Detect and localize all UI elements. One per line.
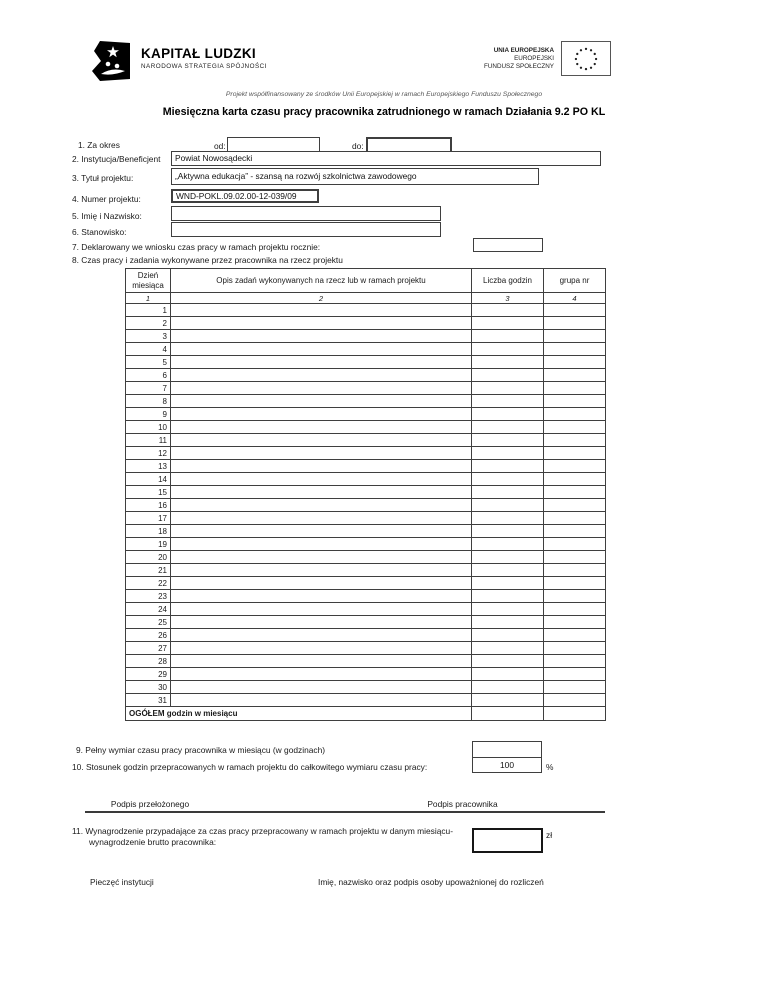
eu-flag-icon xyxy=(561,41,611,76)
hours-cell[interactable] xyxy=(472,421,544,434)
timesheet-row xyxy=(126,382,606,395)
hours-cell[interactable] xyxy=(472,694,544,707)
column-number-row xyxy=(126,293,606,304)
timesheet-row xyxy=(126,590,606,603)
eu-label-line3: FUNDUSZ SPOŁECZNY xyxy=(484,63,554,70)
field-label-project-title: 3. Tytuł projektu: xyxy=(72,173,134,183)
group-cell[interactable] xyxy=(544,694,606,707)
eu-label-line2: EUROPEJSKI xyxy=(514,55,554,62)
task-description-cell[interactable] xyxy=(171,356,472,369)
timesheet-table xyxy=(125,268,606,721)
hours-cell[interactable] xyxy=(472,525,544,538)
hours-cell[interactable] xyxy=(472,330,544,343)
group-cell[interactable] xyxy=(544,304,606,317)
hours-cell[interactable] xyxy=(472,629,544,642)
day-cell: 11 xyxy=(126,434,171,447)
group-cell[interactable] xyxy=(544,369,606,382)
group-cell[interactable] xyxy=(544,668,606,681)
position-field[interactable] xyxy=(171,222,441,237)
task-description-cell[interactable] xyxy=(171,330,472,343)
day-cell: 1 xyxy=(126,304,171,317)
task-description-cell[interactable] xyxy=(171,434,472,447)
day-cell: 31 xyxy=(126,694,171,707)
day-cell: 25 xyxy=(126,616,171,629)
group-cell[interactable] xyxy=(544,564,606,577)
group-cell[interactable] xyxy=(544,525,606,538)
currency-unit: zł xyxy=(546,830,553,840)
total-row xyxy=(126,707,606,721)
hours-cell[interactable] xyxy=(472,356,544,369)
timesheet-row xyxy=(126,616,606,629)
timesheet-row xyxy=(126,512,606,525)
hours-cell[interactable] xyxy=(472,434,544,447)
timesheet-row xyxy=(126,395,606,408)
total-hours-cell[interactable] xyxy=(472,707,544,721)
total-label: OGÓŁEM godzin w miesiącu xyxy=(126,707,472,721)
day-cell: 23 xyxy=(126,590,171,603)
percent-unit: % xyxy=(546,762,554,772)
name-field[interactable] xyxy=(171,206,441,221)
task-description-cell[interactable] xyxy=(171,447,472,460)
task-description-cell[interactable] xyxy=(171,616,472,629)
task-description-cell[interactable] xyxy=(171,473,472,486)
field-label-period: 1. Za okres xyxy=(78,140,120,150)
task-description-cell[interactable] xyxy=(171,512,472,525)
day-cell: 10 xyxy=(126,421,171,434)
hours-cell[interactable] xyxy=(472,616,544,629)
group-cell[interactable] xyxy=(544,473,606,486)
cofinance-note: Projekt współfinansowany ze środków Unii Europejskiej w ramach Europejskiego Funduszu Społecznego xyxy=(225,91,543,98)
timesheet-row xyxy=(126,304,606,317)
task-description-cell[interactable] xyxy=(171,499,472,512)
task-description-cell[interactable] xyxy=(171,655,472,668)
timesheet-row xyxy=(126,629,606,642)
group-cell[interactable] xyxy=(544,343,606,356)
hours-cell[interactable] xyxy=(472,382,544,395)
salary-field[interactable] xyxy=(472,828,543,853)
eu-label-line1: UNIA EUROPEJSKA xyxy=(493,47,554,54)
day-cell: 22 xyxy=(126,577,171,590)
hours-cell[interactable] xyxy=(472,538,544,551)
group-cell[interactable] xyxy=(544,434,606,447)
timesheet-row xyxy=(126,642,606,655)
field-label-declared-time: 7. Deklarowany we wniosku czas pracy w ramach projektu rocznie: xyxy=(72,242,321,252)
supervisor-signature-label: Podpis przełożonego xyxy=(110,799,190,809)
ratio-field[interactable]: 100 xyxy=(473,757,541,772)
task-description-cell[interactable] xyxy=(171,382,472,395)
hours-cell[interactable] xyxy=(472,655,544,668)
task-description-cell[interactable] xyxy=(171,564,472,577)
field-label-from: od: xyxy=(214,141,226,151)
project-title-field[interactable]: „Aktywna edukacja” - szansą na rozwój szkolnictwa zawodowego xyxy=(171,168,539,185)
task-description-cell[interactable] xyxy=(171,317,472,330)
eu-label xyxy=(484,47,554,71)
day-cell: 17 xyxy=(126,512,171,525)
field-label-name: 5. Imię i Nazwisko: xyxy=(72,211,142,221)
timesheet-row xyxy=(126,343,606,356)
timesheet-row xyxy=(126,486,606,499)
task-description-cell[interactable] xyxy=(171,369,472,382)
task-description-cell[interactable] xyxy=(171,603,472,616)
hours-cell[interactable] xyxy=(472,512,544,525)
group-cell[interactable] xyxy=(544,603,606,616)
col-number-3: 3 xyxy=(472,293,544,304)
day-cell: 13 xyxy=(126,460,171,473)
group-cell[interactable] xyxy=(544,486,606,499)
col-number-1: 1 xyxy=(126,293,171,304)
employee-signature-label: Podpis pracownika xyxy=(427,799,498,809)
day-cell: 20 xyxy=(126,551,171,564)
task-description-cell[interactable] xyxy=(171,577,472,590)
group-cell[interactable] xyxy=(544,642,606,655)
hours-cell[interactable] xyxy=(472,395,544,408)
group-cell[interactable] xyxy=(544,460,606,473)
hours-cell[interactable] xyxy=(472,668,544,681)
day-cell: 8 xyxy=(126,395,171,408)
day-cell: 21 xyxy=(126,564,171,577)
timesheet-row xyxy=(126,434,606,447)
task-description-cell[interactable] xyxy=(171,590,472,603)
task-description-cell[interactable] xyxy=(171,304,472,317)
timesheet-row xyxy=(126,551,606,564)
timesheet-row xyxy=(126,447,606,460)
group-cell[interactable] xyxy=(544,616,606,629)
day-cell: 14 xyxy=(126,473,171,486)
day-cell: 27 xyxy=(126,642,171,655)
group-cell[interactable] xyxy=(544,590,606,603)
timesheet-row xyxy=(126,421,606,434)
day-cell: 18 xyxy=(126,525,171,538)
hours-cell[interactable] xyxy=(472,642,544,655)
group-cell[interactable] xyxy=(544,629,606,642)
hours-cell[interactable] xyxy=(472,577,544,590)
timesheet-row xyxy=(126,356,606,369)
col-header-group: grupa nr xyxy=(544,269,606,293)
col-header-hours: Liczba godzin xyxy=(472,269,544,293)
col-header-description: Opis zadań wykonywanych na rzecz lub w ramach projektu xyxy=(171,269,472,293)
group-cell[interactable] xyxy=(544,330,606,343)
timesheet-row xyxy=(126,577,606,590)
day-cell: 9 xyxy=(126,408,171,421)
group-cell[interactable] xyxy=(544,577,606,590)
hours-cell[interactable] xyxy=(472,369,544,382)
full-time-field[interactable] xyxy=(473,742,541,757)
timesheet-row xyxy=(126,655,606,668)
group-cell[interactable] xyxy=(544,382,606,395)
day-cell: 5 xyxy=(126,356,171,369)
hours-cell[interactable] xyxy=(472,486,544,499)
task-description-cell[interactable] xyxy=(171,486,472,499)
task-description-cell[interactable] xyxy=(171,421,472,434)
timesheet-row xyxy=(126,460,606,473)
authorized-person-label: Imię, nazwisko oraz podpis osoby upoważnionej do rozliczeń xyxy=(318,877,544,887)
signature-line xyxy=(85,811,605,813)
task-description-cell[interactable] xyxy=(171,681,472,694)
field-label-full-time: 9. Pełny wymiar czasu pracy pracownika w miesiącu (w godzinach) xyxy=(76,745,326,755)
task-description-cell[interactable] xyxy=(171,642,472,655)
project-number-field[interactable]: WND-POKL.09.02.00-12-039/09 xyxy=(171,189,319,203)
kapital-ludzki-logo-icon xyxy=(92,39,132,88)
field-label-ratio: 10. Stosunek godzin przepracowanych w ramach projektu do całkowitego wymiaru czasu pracy: xyxy=(72,762,428,772)
day-cell: 7 xyxy=(126,382,171,395)
group-cell[interactable] xyxy=(544,421,606,434)
hours-cell[interactable] xyxy=(472,681,544,694)
day-cell: 28 xyxy=(126,655,171,668)
timesheet-header-row xyxy=(126,269,606,293)
hours-cell[interactable] xyxy=(472,460,544,473)
program-wordmark xyxy=(141,46,267,70)
salary-label-line1: 11. Wynagrodzenie przypadające za czas pracy przepracowany w ramach projektu w danym miesiącu- xyxy=(72,826,454,836)
timesheet-row xyxy=(126,694,606,707)
task-description-cell[interactable] xyxy=(171,395,472,408)
group-cell[interactable] xyxy=(544,356,606,369)
day-cell: 30 xyxy=(126,681,171,694)
day-cell: 24 xyxy=(126,603,171,616)
field-label-to: do: xyxy=(352,141,364,151)
hours-cell[interactable] xyxy=(472,499,544,512)
timesheet-row xyxy=(126,330,606,343)
day-cell: 29 xyxy=(126,668,171,681)
summary-boxes xyxy=(472,741,542,773)
group-cell[interactable] xyxy=(544,551,606,564)
group-cell[interactable] xyxy=(544,499,606,512)
task-description-cell[interactable] xyxy=(171,694,472,707)
form-title: Miesięczna karta czasu pracy pracownika zatrudnionego w ramach Działania 9.2 PO KL xyxy=(162,106,606,118)
group-cell[interactable] xyxy=(544,538,606,551)
salary-label-line2: wynagrodzenie brutto pracownika: xyxy=(89,837,217,847)
col-number-4: 4 xyxy=(544,293,606,304)
day-cell: 6 xyxy=(126,369,171,382)
institution-field[interactable]: Powiat Nowosądecki xyxy=(171,151,601,166)
timesheet-row xyxy=(126,603,606,616)
task-description-cell[interactable] xyxy=(171,408,472,421)
day-cell: 2 xyxy=(126,317,171,330)
timesheet-row xyxy=(126,317,606,330)
declared-time-field[interactable] xyxy=(473,238,543,252)
program-subtitle: NARODOWA STRATEGIA SPÓJNOŚCI xyxy=(141,63,267,70)
task-description-cell[interactable] xyxy=(171,460,472,473)
hours-cell[interactable] xyxy=(472,473,544,486)
stamp-label: Pieczęć instytucji xyxy=(90,877,154,887)
day-cell: 16 xyxy=(126,499,171,512)
hours-cell[interactable] xyxy=(472,551,544,564)
group-cell[interactable] xyxy=(544,395,606,408)
timesheet-rows xyxy=(126,304,606,707)
hours-cell[interactable] xyxy=(472,564,544,577)
field-label-project-number: 4. Numer projektu: xyxy=(72,194,141,204)
timesheet-row xyxy=(126,564,606,577)
timesheet-row xyxy=(126,369,606,382)
program-title: KAPITAŁ LUDZKI xyxy=(141,46,256,61)
field-label-worktime-section: 8. Czas pracy i zadania wykonywane przez pracownika na rzecz projektu xyxy=(72,255,343,265)
task-description-cell[interactable] xyxy=(171,538,472,551)
hours-cell[interactable] xyxy=(472,590,544,603)
group-cell[interactable] xyxy=(544,447,606,460)
timesheet-row xyxy=(126,538,606,551)
task-description-cell[interactable] xyxy=(171,525,472,538)
field-label-position: 6. Stanowisko: xyxy=(72,227,127,237)
hours-cell[interactable] xyxy=(472,317,544,330)
hours-cell[interactable] xyxy=(472,304,544,317)
group-cell[interactable] xyxy=(544,408,606,421)
total-group-cell[interactable] xyxy=(544,707,606,721)
hours-cell[interactable] xyxy=(472,408,544,421)
task-description-cell[interactable] xyxy=(171,551,472,564)
hours-cell[interactable] xyxy=(472,603,544,616)
hours-cell[interactable] xyxy=(472,343,544,356)
hours-cell[interactable] xyxy=(472,447,544,460)
day-cell: 26 xyxy=(126,629,171,642)
group-cell[interactable] xyxy=(544,681,606,694)
timesheet-row xyxy=(126,499,606,512)
timesheet-row xyxy=(126,408,606,421)
timesheet-row xyxy=(126,668,606,681)
day-cell: 4 xyxy=(126,343,171,356)
timesheet-row xyxy=(126,681,606,694)
group-cell[interactable] xyxy=(544,655,606,668)
group-cell[interactable] xyxy=(544,317,606,330)
day-cell: 19 xyxy=(126,538,171,551)
task-description-cell[interactable] xyxy=(171,668,472,681)
day-cell: 12 xyxy=(126,447,171,460)
day-cell: 15 xyxy=(126,486,171,499)
col-number-2: 2 xyxy=(171,293,472,304)
field-label-institution: 2. Instytucja/Beneficjent xyxy=(72,154,161,164)
timesheet-row xyxy=(126,473,606,486)
col-header-day: Dzień miesiąca xyxy=(126,269,171,293)
timesheet-row xyxy=(126,525,606,538)
task-description-cell[interactable] xyxy=(171,629,472,642)
task-description-cell[interactable] xyxy=(171,343,472,356)
group-cell[interactable] xyxy=(544,512,606,525)
field-label-salary xyxy=(72,826,472,848)
day-cell: 3 xyxy=(126,330,171,343)
